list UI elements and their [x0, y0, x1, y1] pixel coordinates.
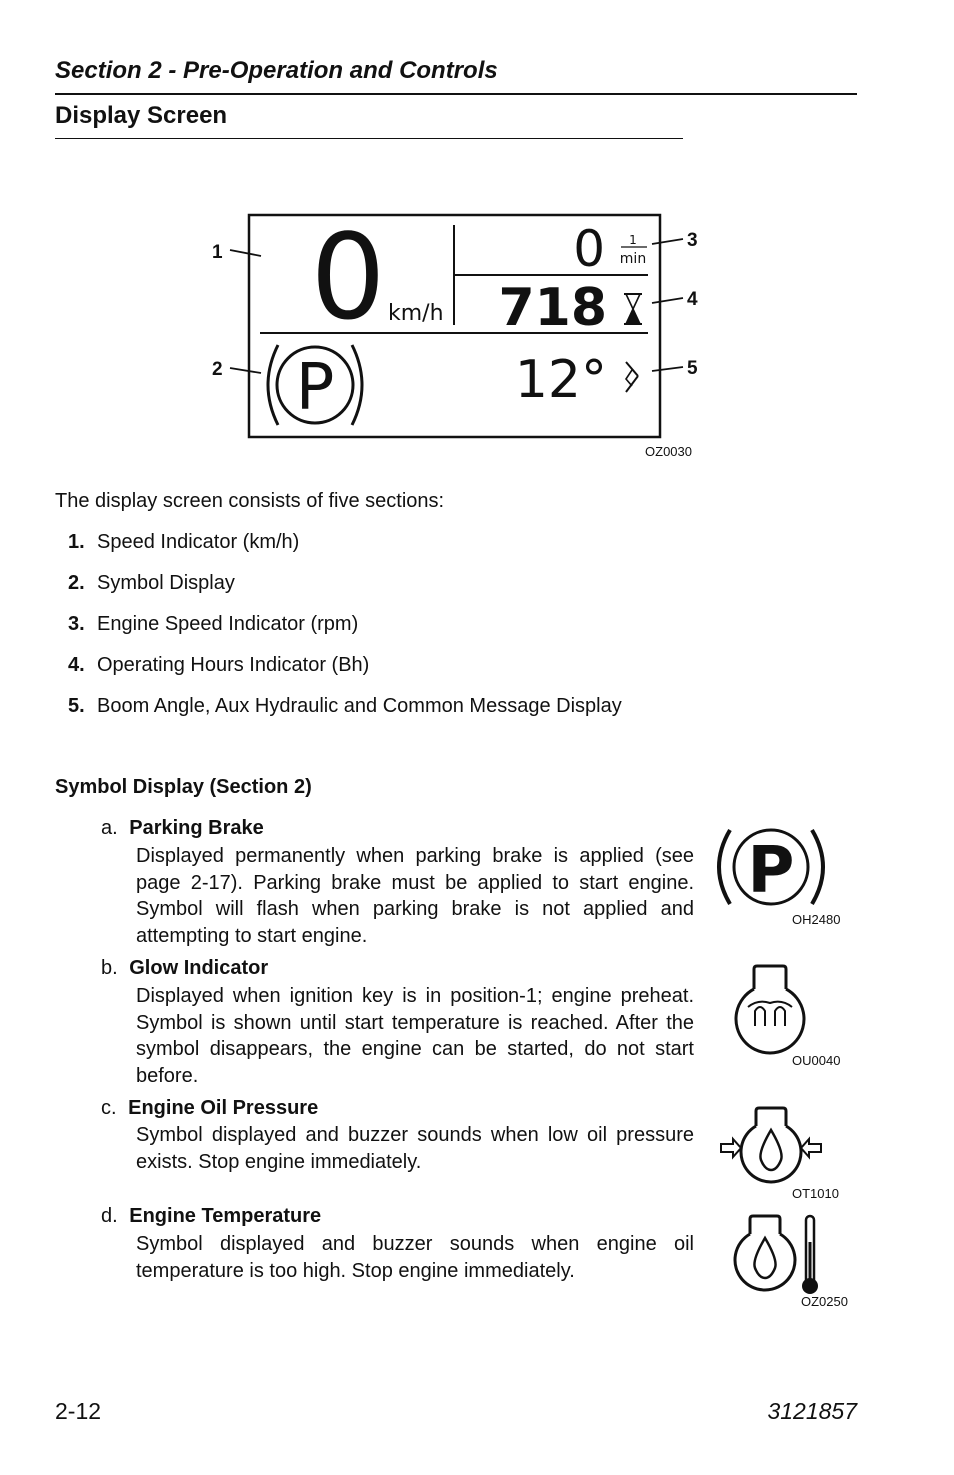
page-heading: Display Screen — [55, 102, 228, 129]
symbol-item-letter: d. — [101, 1205, 118, 1227]
symbol-item-title: Engine Temperature — [129, 1205, 322, 1227]
symbol-item-letter: a. — [101, 817, 118, 839]
figure-code: OT1010 — [792, 1186, 839, 1201]
symbol-item-heading — [101, 957, 268, 980]
list-item-number: 3. — [68, 613, 85, 635]
symbol-item-title: Parking Brake — [129, 817, 264, 839]
list-item — [68, 572, 235, 595]
symbol-item-title: Glow Indicator — [129, 957, 269, 979]
symbol-item-description: Symbol displayed and buzzer sounds when low oil pressure exists. Stop engine immediately. — [136, 1124, 694, 1173]
section-title: Section 2 - Pre-Operation and Controls — [55, 57, 498, 84]
callout-line-1 — [230, 250, 261, 256]
callout-1: 1 — [212, 242, 223, 263]
list-item-text: Boom Angle, Aux Hydraulic and Common Message Display — [97, 695, 622, 717]
list-item — [68, 613, 358, 636]
boom-angle-icon — [626, 362, 638, 392]
document-number: 3121857 — [767, 1398, 857, 1424]
symbol-item-description: Symbol displayed and buzzer sounds when engine oil temperature is too high. Stop engine immediately. — [136, 1233, 694, 1282]
callout-4: 4 — [687, 289, 698, 310]
list-item-number: 5. — [68, 695, 85, 717]
symbol-item-heading — [101, 1097, 318, 1120]
callout-line-5 — [652, 367, 683, 371]
list-item — [68, 531, 299, 554]
list-item — [68, 654, 369, 677]
speed-value: 0 — [310, 208, 386, 346]
list-item-number: 2. — [68, 572, 85, 594]
list-item-text: Speed Indicator (km/h) — [97, 531, 300, 553]
callout-line-4 — [652, 298, 683, 303]
symbol-item-title: Engine Oil Pressure — [128, 1097, 319, 1119]
parking-symbol-letter: P — [747, 834, 795, 908]
angle-value: 12° — [514, 350, 607, 410]
oil-pressure-icon — [718, 1104, 824, 1188]
figure-code: OZ0030 — [645, 444, 692, 459]
intro-text: The display screen consists of five sections: — [55, 490, 445, 512]
hourglass-icon — [624, 294, 642, 324]
symbol-item-heading — [101, 1205, 321, 1228]
list-item-text: Symbol Display — [97, 572, 235, 594]
callout-line-2 — [230, 368, 261, 373]
header-rule — [55, 93, 857, 95]
glow-plug-icon — [730, 963, 810, 1055]
rpm-value: 0 — [573, 220, 605, 278]
callout-3: 3 — [687, 230, 698, 251]
list-item — [68, 695, 622, 718]
engine-temperature-icon — [728, 1212, 824, 1298]
parking-symbol-letter: P — [295, 351, 335, 425]
list-item-text: Engine Speed Indicator (rpm) — [97, 613, 359, 635]
heading-rule — [55, 138, 683, 139]
callout-5: 5 — [687, 358, 698, 379]
figure-code: OH2480 — [792, 912, 841, 927]
callout-2: 2 — [212, 359, 223, 380]
list-item-number: 4. — [68, 654, 85, 676]
parking-brake-icon — [712, 823, 832, 911]
figure-code: OZ0250 — [801, 1294, 848, 1309]
symbol-item-description: Displayed when ignition key is in position-1; engine preheat. Symbol is shown until start temperature is reached. After the symbol disappears, the engine can be started, do not start before. — [136, 985, 694, 1087]
symbol-item-letter: b. — [101, 957, 118, 979]
list-item-number: 1. — [68, 531, 85, 553]
symbol-item-letter: c. — [101, 1097, 117, 1119]
callout-line-3 — [652, 239, 683, 244]
symbol-item-description: Displayed permanently when parking brake is applied (see page 2-17). Parking brake must be applied to start engine. Symbol will flash when parking brake is not applied and attempting to start engine. — [136, 845, 694, 947]
page-number: 2-12 — [55, 1398, 102, 1424]
rpm-unit-numerator: 1 — [629, 233, 637, 247]
hours-value: 718 — [498, 278, 607, 338]
parking-brake-icon — [268, 345, 362, 425]
speed-unit: km/h — [388, 301, 444, 326]
symbol-item-heading — [101, 817, 264, 840]
symbol-display-heading: Symbol Display (Section 2) — [55, 776, 312, 798]
rpm-unit-denominator: min — [619, 251, 647, 267]
display-screen-figure — [200, 205, 720, 465]
list-item-text: Operating Hours Indicator (Bh) — [97, 654, 370, 676]
figure-code: OU0040 — [792, 1053, 841, 1068]
